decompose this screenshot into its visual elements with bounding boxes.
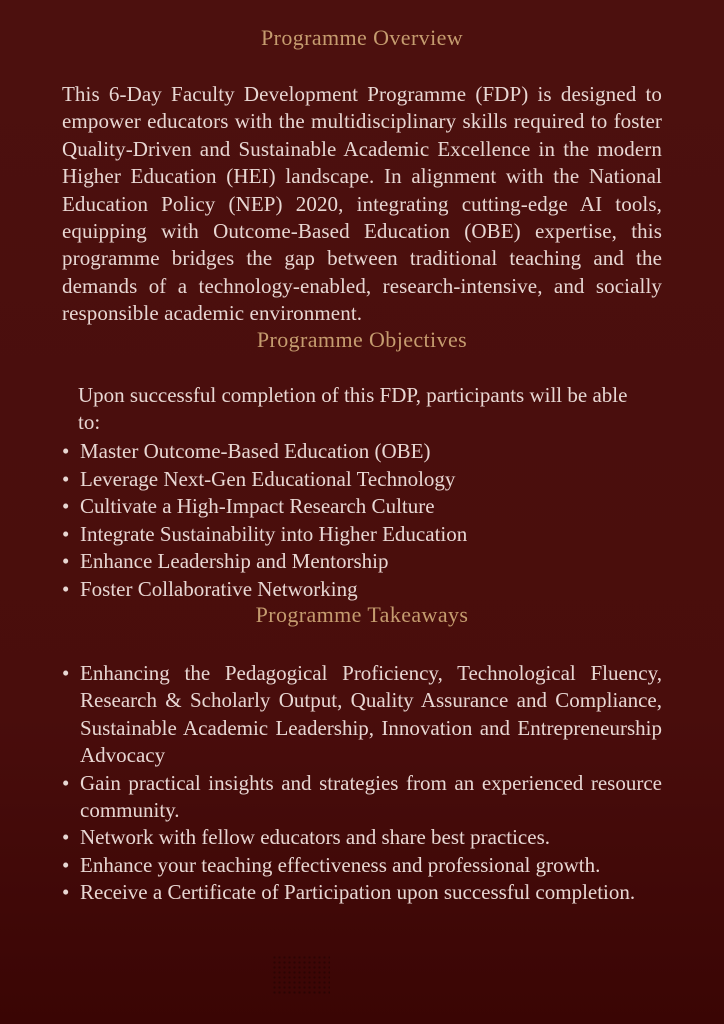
list-item (62, 466, 662, 493)
overview-title: Programme Overview (260, 25, 464, 50)
list-item (62, 493, 662, 520)
bullet-icon: • (62, 852, 70, 877)
objective-text: Integrate Sustainability into Higher Education (80, 521, 468, 546)
list-item (62, 660, 662, 770)
list-item (62, 576, 662, 603)
takeaway-text: Enhance your teaching effectiveness and professional growth. (80, 852, 601, 877)
objective-text: Leverage Next-Gen Educational Technology (80, 466, 456, 491)
bullet-icon: • (62, 576, 70, 601)
overview-paragraph: This 6-Day Faculty Development Programme (FDP) is designed to empower educators with the multidisciplinary skills required to foster Quality-Driven and Sustainable Academic Excellence in the modern Higher Education (HEI) landscape. In alignment with the National Education Policy (NEP) 2020, integrating cutting-edge AI tools, equipping with Outcome-Based Education (OBE) expertise, this programme bridges the gap between traditional teaching and the demands of a technology-enabled, research-intensive, and socially responsible academic environment. (62, 82, 662, 326)
list-item (62, 770, 662, 825)
objectives-title: Programme Objectives (256, 326, 468, 352)
bullet-icon: • (62, 660, 70, 685)
takeaway-text: Enhancing the Pedagogical Proficiency, Technological Fluency, Research & Scholarly Output, Quality Assurance and Compliance, Sustainable Academic Leadership, Innovation and Entrepreneurship Advocacy (80, 660, 662, 768)
list-item (62, 852, 662, 879)
takeaways-title: Programme Takeaways (255, 601, 469, 627)
bullet-icon: • (62, 549, 70, 574)
objective-text: Enhance Leadership and Mentorship (80, 549, 389, 574)
takeaways-list (62, 660, 662, 907)
bullet-icon: • (62, 521, 70, 546)
bullet-icon: • (62, 494, 70, 519)
objective-text: Cultivate a High-Impact Research Culture (80, 494, 435, 519)
bullet-icon: • (62, 439, 70, 464)
objective-text: Master Outcome-Based Education (OBE) (80, 439, 431, 464)
watermark-dots-artifact (272, 955, 330, 995)
list-item (62, 879, 662, 906)
list-item (62, 548, 662, 575)
list-item (62, 824, 662, 851)
objectives-intro: Upon successful completion of this FDP, participants will be able to: (78, 382, 628, 435)
objective-text: Foster Collaborative Networking (80, 576, 358, 601)
objectives-list (62, 438, 662, 602)
takeaway-text: Gain practical insights and strategies from an experienced resource community. (80, 770, 662, 822)
takeaway-text: Network with fellow educators and share best practices. (80, 825, 550, 850)
list-item (62, 438, 662, 465)
bullet-icon: • (62, 770, 70, 795)
bullet-icon: • (62, 825, 70, 850)
list-item (62, 521, 662, 548)
takeaway-text: Receive a Certificate of Participation upon successful completion. (80, 880, 636, 905)
bullet-icon: • (62, 466, 70, 491)
bullet-icon: • (62, 880, 70, 905)
